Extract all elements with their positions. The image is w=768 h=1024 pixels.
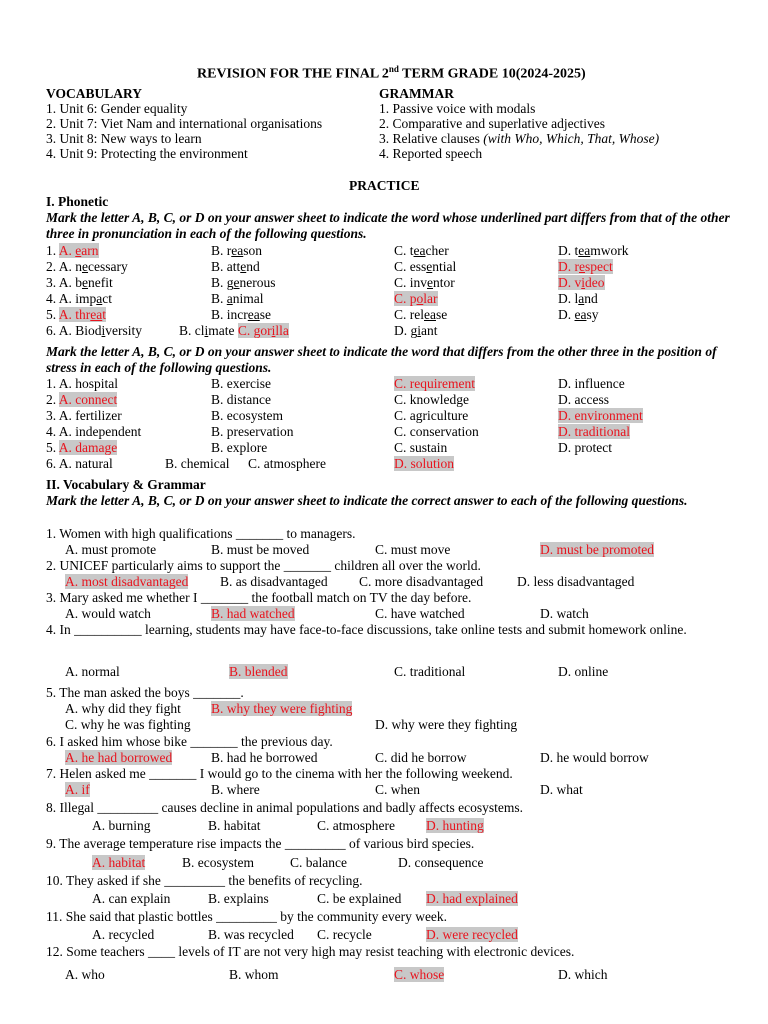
instruction: Mark the letter A, B, C, or D on your answer sheet to indicate the word that differs from the other three in the position of stress in each of the following questions. bbox=[46, 344, 717, 375]
question-row: 6. A. natural bbox=[46, 456, 113, 471]
option: D. what bbox=[540, 782, 583, 797]
option: D. less disadvantaged bbox=[517, 574, 635, 589]
option: B. had he borrowed bbox=[211, 750, 318, 765]
option: D. influence bbox=[558, 376, 625, 391]
question-row: 6. A. Biodiversity bbox=[46, 323, 143, 338]
correct-answer: A. he had borrowed bbox=[65, 750, 173, 765]
option: D. easy bbox=[558, 307, 599, 322]
option: C. atmosphere bbox=[317, 818, 395, 833]
option: D. watch bbox=[540, 606, 589, 621]
grammar-heading: GRAMMAR bbox=[379, 86, 454, 101]
vocab-item: 2. Unit 7: Viet Nam and international organisations bbox=[46, 116, 323, 131]
option: A. would watch bbox=[65, 606, 151, 621]
correct-answer: D. respect bbox=[558, 259, 613, 274]
question-row: 5. A. damage bbox=[46, 440, 118, 455]
option: C. recycle bbox=[317, 927, 372, 942]
correct-answer: C. whose bbox=[394, 967, 445, 982]
option: A. who bbox=[65, 967, 105, 982]
option: B. climate C. gorilla bbox=[179, 323, 289, 338]
question-row: 1. A. earn bbox=[46, 243, 99, 258]
option: D. access bbox=[558, 392, 609, 407]
option: A. recycled bbox=[92, 927, 155, 942]
option bbox=[540, 542, 654, 558]
option bbox=[65, 750, 172, 766]
option bbox=[394, 376, 475, 392]
option: C. balance bbox=[290, 855, 347, 870]
vocab-item: 3. Unit 8: New ways to learn bbox=[46, 131, 202, 146]
correct-answer: D. solution bbox=[394, 456, 455, 471]
correct-answer: A. threat bbox=[58, 307, 107, 322]
option: B. preservation bbox=[211, 424, 294, 439]
option: B. was recycled bbox=[208, 927, 294, 942]
option: B. animal bbox=[211, 291, 264, 306]
question-row: 4. A. independent bbox=[46, 424, 142, 439]
correct-answer: D. video bbox=[558, 275, 605, 290]
option: C. more disadvantaged bbox=[359, 574, 484, 589]
option bbox=[558, 408, 643, 424]
option: B. ecosystem bbox=[211, 408, 283, 423]
correct-answer: D. were recycled bbox=[426, 927, 518, 942]
option: B. as disadvantaged bbox=[220, 574, 328, 589]
option: B. habitat bbox=[208, 818, 261, 833]
option: C. agriculture bbox=[394, 408, 469, 423]
option bbox=[211, 701, 352, 717]
correct-answer: A. damage bbox=[58, 440, 118, 455]
correct-answer: A. habitat bbox=[92, 855, 146, 870]
question-row: 2. A. connect bbox=[46, 392, 118, 407]
correct-answer: D. had explained bbox=[426, 891, 518, 906]
correct-answer: C. gorilla bbox=[237, 323, 289, 338]
option: B. exercise bbox=[211, 376, 271, 391]
question-row: 4. A. impact bbox=[46, 291, 113, 306]
option: C. why he was fighting bbox=[65, 717, 191, 732]
option: D. which bbox=[558, 967, 608, 982]
option: C. when bbox=[375, 782, 420, 797]
option: B. chemical bbox=[165, 456, 230, 471]
option: C. inventor bbox=[394, 275, 455, 290]
option: C. release bbox=[394, 307, 448, 322]
option: D. why were they fighting bbox=[375, 717, 518, 732]
option bbox=[394, 456, 454, 472]
grammar-item: 1. Passive voice with modals bbox=[379, 101, 536, 116]
option: D. teamwork bbox=[558, 243, 629, 258]
question-text: 4. In __________ learning, students may have face-to-face discussions, take online tests and submit homework online. bbox=[46, 622, 687, 637]
option bbox=[558, 275, 605, 291]
question-row: 1. A. hospital bbox=[46, 376, 119, 391]
option: B. attend bbox=[211, 259, 260, 274]
question-text: 10. They asked if she _________ the benefits of recycling. bbox=[46, 873, 363, 888]
option: B. explains bbox=[208, 891, 269, 906]
correct-answer: A. most disadvantaged bbox=[65, 574, 189, 589]
correct-answer: B. why they were fighting bbox=[211, 701, 353, 716]
option: D. consequence bbox=[398, 855, 484, 870]
option bbox=[65, 782, 90, 798]
grammar-item: 2. Comparative and superlative adjectives bbox=[379, 116, 606, 131]
question-text: 12. Some teachers ____ levels of IT are not very high may resist teaching with electronic devices. bbox=[46, 944, 575, 959]
option: A. burning bbox=[92, 818, 151, 833]
option bbox=[394, 291, 438, 307]
question-row: 5. A. threat bbox=[46, 307, 107, 322]
question-text: 8. Illegal _________ causes decline in animal populations and badly affects ecosystems. bbox=[46, 800, 524, 815]
option: A. must promote bbox=[65, 542, 157, 557]
option: C. have watched bbox=[375, 606, 465, 621]
option: B. explore bbox=[211, 440, 268, 455]
practice-heading: PRACTICE bbox=[349, 178, 420, 193]
vocab-item: 1. Unit 6: Gender equality bbox=[46, 101, 188, 116]
question-text: 1. Women with high qualifications _______ to managers. bbox=[46, 526, 356, 541]
question-text: 2. UNICEF particularly aims to support the _______ children all over the world. bbox=[46, 558, 481, 573]
option: B. ecosystem bbox=[182, 855, 254, 870]
page-title: REVISION FOR THE FINAL 2nd TERM GRADE 10(2024-2025) bbox=[197, 64, 586, 82]
option: D. protect bbox=[558, 440, 612, 455]
question-text: 9. The average temperature rise impacts the _________ of various bird species. bbox=[46, 836, 475, 851]
option: B. reason bbox=[211, 243, 262, 258]
option: D. online bbox=[558, 664, 609, 679]
option: A. can explain bbox=[92, 891, 171, 906]
correct-answer: A. if bbox=[65, 782, 90, 797]
option: C. knowledge bbox=[394, 392, 469, 407]
option bbox=[426, 891, 518, 907]
option bbox=[394, 967, 444, 983]
option: B. distance bbox=[211, 392, 271, 407]
question-row: 2. A. necessary bbox=[46, 259, 128, 274]
question-row: 3. A. benefit bbox=[46, 275, 113, 290]
option: D. giant bbox=[394, 323, 438, 338]
question-text: 7. Helen asked me _______ I would go to the cinema with her the following weekend. bbox=[46, 766, 513, 781]
vocabulary-heading: VOCABULARY bbox=[46, 86, 143, 101]
question-text: 3. Mary asked me whether I _______ the football match on TV the day before. bbox=[46, 590, 472, 605]
question-text: 5. The man asked the boys _______. bbox=[46, 685, 244, 700]
option: C. conservation bbox=[394, 424, 479, 439]
instruction: Mark the letter A, B, C, or D on your answer sheet to indicate the word whose underlined part differs from that of the other three in pronunciation in each of the following questions. bbox=[46, 210, 730, 241]
option: C. sustain bbox=[394, 440, 448, 455]
correct-answer: C. polar bbox=[394, 291, 438, 306]
option: C. must move bbox=[375, 542, 451, 557]
option: B. must be moved bbox=[211, 542, 310, 557]
correct-answer: B. blended bbox=[229, 664, 288, 679]
option bbox=[426, 818, 484, 834]
option bbox=[558, 259, 613, 275]
option: A. normal bbox=[65, 664, 120, 679]
option: D. land bbox=[558, 291, 598, 306]
option: B. where bbox=[211, 782, 260, 797]
option bbox=[558, 424, 630, 440]
question-row: 3. A. fertilizer bbox=[46, 408, 122, 423]
option: C. be explained bbox=[317, 891, 402, 906]
correct-answer: B. had watched bbox=[211, 606, 295, 621]
correct-answer: D. traditional bbox=[558, 424, 630, 439]
correct-answer: D. must be promoted bbox=[540, 542, 654, 557]
question-text: 11. She said that plastic bottles _________ by the community every week. bbox=[46, 909, 448, 924]
option: C. did he borrow bbox=[375, 750, 467, 765]
option: C. traditional bbox=[394, 664, 466, 679]
option: B. whom bbox=[229, 967, 279, 982]
option bbox=[65, 574, 188, 590]
option: B. increase bbox=[211, 307, 271, 322]
question-text: 6. I asked him whose bike _______ the previous day. bbox=[46, 734, 333, 749]
section-heading: I. Phonetic bbox=[46, 194, 109, 209]
grammar-item: 4. Reported speech bbox=[379, 146, 483, 161]
correct-answer: A. connect bbox=[58, 392, 118, 407]
option bbox=[229, 664, 288, 680]
option: D. he would borrow bbox=[540, 750, 649, 765]
correct-answer: D. hunting bbox=[426, 818, 484, 833]
option: C. essential bbox=[394, 259, 457, 274]
section-heading: II. Vocabulary & Grammar bbox=[46, 477, 206, 492]
option: C. atmosphere bbox=[248, 456, 326, 471]
option: A. why did they fight bbox=[65, 701, 181, 716]
correct-answer: A. earn bbox=[58, 243, 99, 258]
grammar-item: 3. Relative clauses (with Who, Which, That, Whose) bbox=[379, 131, 660, 146]
option bbox=[92, 855, 145, 871]
option: C. teacher bbox=[394, 243, 449, 258]
vocab-item: 4. Unit 9: Protecting the environment bbox=[46, 146, 248, 161]
instruction: Mark the letter A, B, C, or D on your answer sheet to indicate the correct answer to each of the following questions. bbox=[46, 493, 688, 508]
option: B. generous bbox=[211, 275, 276, 290]
correct-answer: D. environment bbox=[558, 408, 643, 423]
option bbox=[426, 927, 518, 943]
correct-answer: C. requirement bbox=[394, 376, 475, 391]
